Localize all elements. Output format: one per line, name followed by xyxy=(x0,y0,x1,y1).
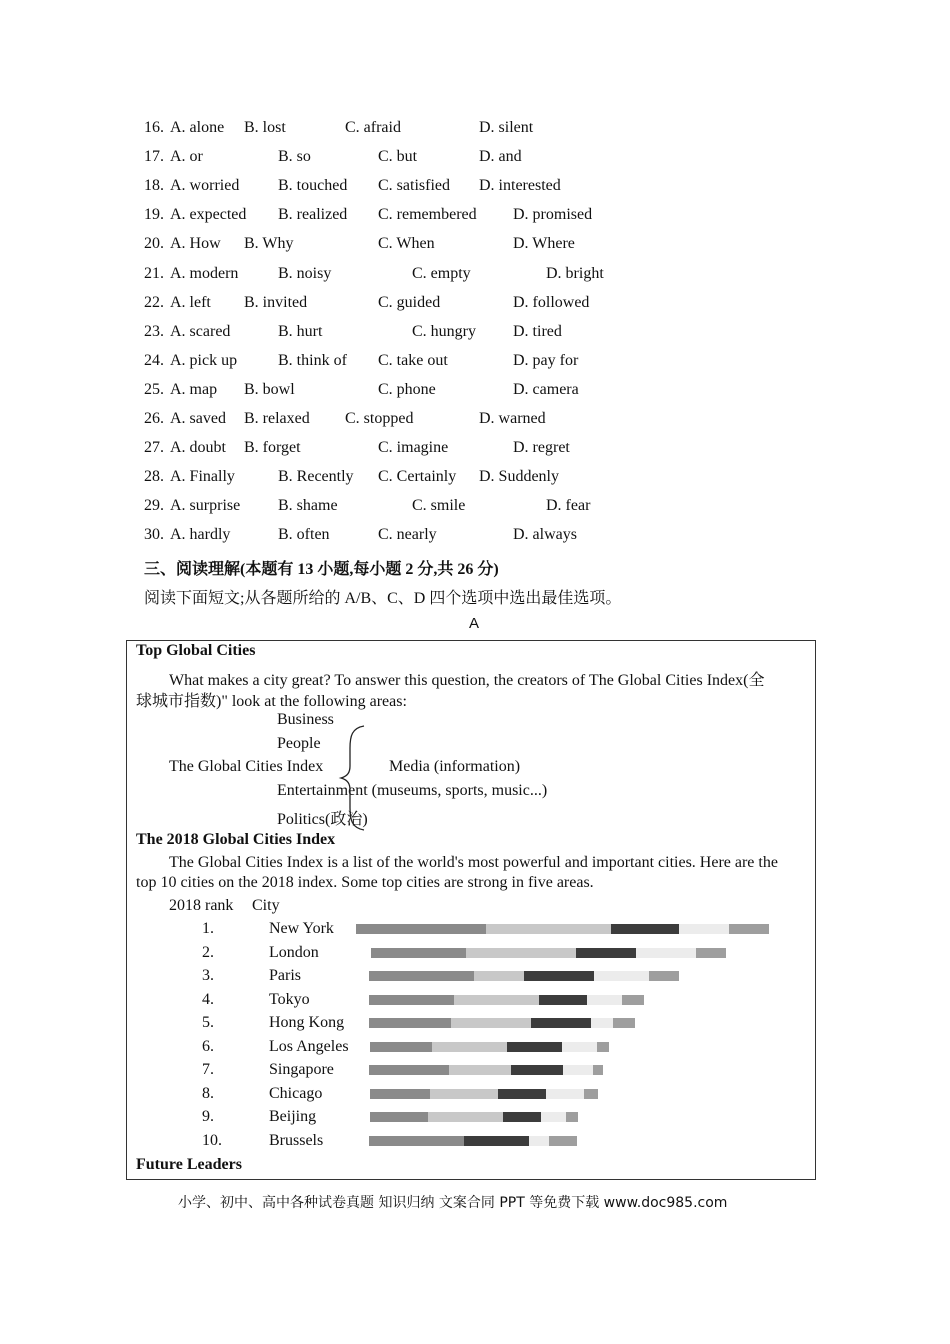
option-c: C. imagine xyxy=(378,439,449,456)
bar-segment xyxy=(594,971,649,981)
question-number: 22. xyxy=(144,294,164,311)
question-number: 21. xyxy=(144,265,164,282)
bar-segment xyxy=(597,1042,609,1052)
city-label: New York xyxy=(269,920,334,937)
option-c: C. hungry xyxy=(412,323,476,340)
bar-segment xyxy=(432,1042,507,1052)
bar-segment xyxy=(371,948,466,958)
rank-label: 10. xyxy=(202,1132,222,1149)
heading-2018-index: The 2018 Global Cities Index xyxy=(136,831,336,848)
rank-label: 3. xyxy=(202,967,214,984)
page-footer: 小学、初中、高中各种试卷真题 知识归纳 文案合同 PPT 等免费下载 www.doc985.com xyxy=(178,1195,728,1211)
option-d: D. camera xyxy=(513,381,579,398)
option-d: D. Where xyxy=(513,235,575,252)
index-name: The Global Cities Index xyxy=(169,758,324,775)
city-label: Beijing xyxy=(269,1108,317,1125)
option-c: C. stopped xyxy=(345,410,414,427)
question-number: 18. xyxy=(144,177,164,194)
option-b: B. lost xyxy=(244,119,286,136)
area-people: People xyxy=(277,735,321,752)
option-a: A. scared xyxy=(170,323,231,340)
option-c: C. remembered xyxy=(378,206,477,223)
option-a: A. expected xyxy=(170,206,247,223)
option-c: C. afraid xyxy=(345,119,401,136)
heading-top-global-cities: Top Global Cities xyxy=(136,642,256,659)
city-label: Hong Kong xyxy=(269,1014,345,1031)
bar-segment xyxy=(591,1018,613,1028)
question-number: 20. xyxy=(144,235,164,252)
city-label: Tokyo xyxy=(269,991,310,1008)
bar-segment xyxy=(584,1089,598,1099)
rank-label: 9. xyxy=(202,1108,214,1125)
bar-segment xyxy=(370,1089,430,1099)
bar-segment xyxy=(593,1065,603,1075)
bar-segment xyxy=(466,948,576,958)
city-header: City xyxy=(252,897,280,914)
option-a: A. pick up xyxy=(170,352,238,369)
option-b: B. bowl xyxy=(244,381,295,398)
bar-segment xyxy=(511,1065,563,1075)
option-d: D. bright xyxy=(546,265,604,282)
option-a: A. modern xyxy=(170,265,239,282)
option-d: D. always xyxy=(513,526,577,543)
option-b: B. touched xyxy=(278,177,348,194)
option-a: A. surprise xyxy=(170,497,241,514)
option-a: A. doubt xyxy=(170,439,226,456)
option-b: B. realized xyxy=(278,206,348,223)
option-b: B. think of xyxy=(278,352,347,369)
city-label: Brussels xyxy=(269,1132,324,1149)
option-b: B. relaxed xyxy=(244,410,310,427)
city-label: London xyxy=(269,944,319,961)
bar-segment xyxy=(430,1089,498,1099)
option-a: A. left xyxy=(170,294,211,311)
option-d: D. interested xyxy=(479,177,561,194)
option-b: B. Why xyxy=(244,235,294,252)
city-label: Chicago xyxy=(269,1085,323,1102)
section-title: 三、阅读理解(本题有 13 小题,每小题 2 分,共 26 分) xyxy=(144,561,499,578)
bar-segment xyxy=(451,1018,531,1028)
option-a: A. worried xyxy=(170,177,240,194)
option-d: D. regret xyxy=(513,439,570,456)
bar-segment xyxy=(474,971,524,981)
bar-segment xyxy=(576,948,636,958)
bar-segment xyxy=(454,995,539,1005)
option-d: D. Suddenly xyxy=(479,468,559,485)
bar-segment xyxy=(563,1065,593,1075)
option-a: A. How xyxy=(170,235,221,252)
bar-segment xyxy=(541,1112,566,1122)
rank-label: 5. xyxy=(202,1014,214,1031)
bar-segment xyxy=(370,1112,428,1122)
question-number: 17. xyxy=(144,148,164,165)
section-instruction: 阅读下面短文;从各题所给的 A/B、C、D 四个选项中选出最佳选项。 xyxy=(144,590,622,607)
option-c: C. guided xyxy=(378,294,441,311)
option-d: D. warned xyxy=(479,410,546,427)
bar-segment xyxy=(566,1112,578,1122)
bar-segment xyxy=(369,1065,449,1075)
rank-label: 2. xyxy=(202,944,214,961)
city-label: Paris xyxy=(269,967,301,984)
area-entertainment: Entertainment (museums, sports, music...) xyxy=(277,782,548,799)
rank-label: 8. xyxy=(202,1085,214,1102)
option-d: D. pay for xyxy=(513,352,579,369)
question-number: 26. xyxy=(144,410,164,427)
option-d: D. silent xyxy=(479,119,534,136)
option-b: B. shame xyxy=(278,497,338,514)
intro-line-1: What makes a city great? To answer this question, the creators of The Global Cities Index(全 xyxy=(169,672,765,689)
bar-segment xyxy=(587,995,622,1005)
option-a: A. alone xyxy=(170,119,225,136)
bar-segment xyxy=(507,1042,562,1052)
option-c: C. but xyxy=(378,148,418,165)
rank-label: 7. xyxy=(202,1061,214,1078)
bar-segment xyxy=(531,1018,591,1028)
question-number: 28. xyxy=(144,468,164,485)
option-d: D. promised xyxy=(513,206,593,223)
option-c: C. phone xyxy=(378,381,436,398)
question-number: 29. xyxy=(144,497,164,514)
bar-segment xyxy=(562,1042,597,1052)
city-label: Singapore xyxy=(269,1061,334,1078)
option-b: B. invited xyxy=(244,294,308,311)
bar-segment xyxy=(549,1136,577,1146)
question-number: 25. xyxy=(144,381,164,398)
intro-line-2: 球城市指数)" look at the following areas: xyxy=(136,693,407,710)
bar-segment xyxy=(370,1042,432,1052)
rank-label: 6. xyxy=(202,1038,214,1055)
passage-label: A xyxy=(469,615,480,632)
bar-segment xyxy=(449,1065,511,1075)
option-d: D. and xyxy=(479,148,522,165)
bar-segment xyxy=(369,995,454,1005)
bar-segment xyxy=(649,971,679,981)
bar-segment xyxy=(498,1089,546,1099)
question-number: 30. xyxy=(144,526,164,543)
option-c: C. smile xyxy=(412,497,466,514)
option-b: B. hurt xyxy=(278,323,323,340)
rank-header: 2018 rank xyxy=(169,897,234,914)
option-b: B. so xyxy=(278,148,311,165)
option-c: C. satisfied xyxy=(378,177,450,194)
option-c: C. empty xyxy=(412,265,471,282)
option-b: B. Recently xyxy=(278,468,354,485)
option-d: D. followed xyxy=(513,294,590,311)
bar-segment xyxy=(356,924,486,934)
option-c: C. nearly xyxy=(378,526,437,543)
bar-segment xyxy=(696,948,726,958)
option-d: D. fear xyxy=(546,497,591,514)
question-number: 16. xyxy=(144,119,164,136)
question-number: 24. xyxy=(144,352,164,369)
option-c: C. When xyxy=(378,235,435,252)
option-b: B. forget xyxy=(244,439,301,456)
bar-segment xyxy=(529,1136,549,1146)
bar-segment xyxy=(539,995,587,1005)
area-business: Business xyxy=(277,711,334,728)
bar-segment xyxy=(636,948,696,958)
option-a: A. map xyxy=(170,381,218,398)
para2-line-2: top 10 cities on the 2018 index. Some top cities are strong in five areas. xyxy=(136,874,594,891)
para2-line-1: The Global Cities Index is a list of the world's most powerful and important cities. Here are the xyxy=(169,854,778,871)
bar-segment xyxy=(503,1112,541,1122)
bar-segment xyxy=(369,971,474,981)
bar-segment xyxy=(546,1089,584,1099)
bar-segment xyxy=(524,971,594,981)
heading-future-leaders: Future Leaders xyxy=(136,1156,242,1173)
option-a: A. saved xyxy=(170,410,226,427)
question-number: 23. xyxy=(144,323,164,340)
bar-segment xyxy=(464,1136,529,1146)
option-b: B. often xyxy=(278,526,330,543)
area-politics: Politics(政治) xyxy=(277,811,368,828)
bar-segment xyxy=(622,995,644,1005)
option-c: C. Certainly xyxy=(378,468,457,485)
option-a: A. hardly xyxy=(170,526,231,543)
city-label: Los Angeles xyxy=(269,1038,349,1055)
rank-label: 1. xyxy=(202,920,214,937)
question-number: 27. xyxy=(144,439,164,456)
option-c: C. take out xyxy=(378,352,448,369)
bar-segment xyxy=(486,924,611,934)
bar-segment xyxy=(611,924,679,934)
bar-segment xyxy=(679,924,729,934)
option-b: B. noisy xyxy=(278,265,332,282)
curly-brace-icon xyxy=(338,722,370,834)
option-a: A. or xyxy=(170,148,203,165)
bar-segment xyxy=(729,924,769,934)
question-number: 19. xyxy=(144,206,164,223)
rank-label: 4. xyxy=(202,991,214,1008)
bar-segment xyxy=(369,1018,451,1028)
bar-segment xyxy=(428,1112,503,1122)
option-d: D. tired xyxy=(513,323,562,340)
bar-segment xyxy=(613,1018,635,1028)
bar-segment xyxy=(369,1136,464,1146)
area-media: Media (information) xyxy=(389,758,521,775)
option-a: A. Finally xyxy=(170,468,235,485)
